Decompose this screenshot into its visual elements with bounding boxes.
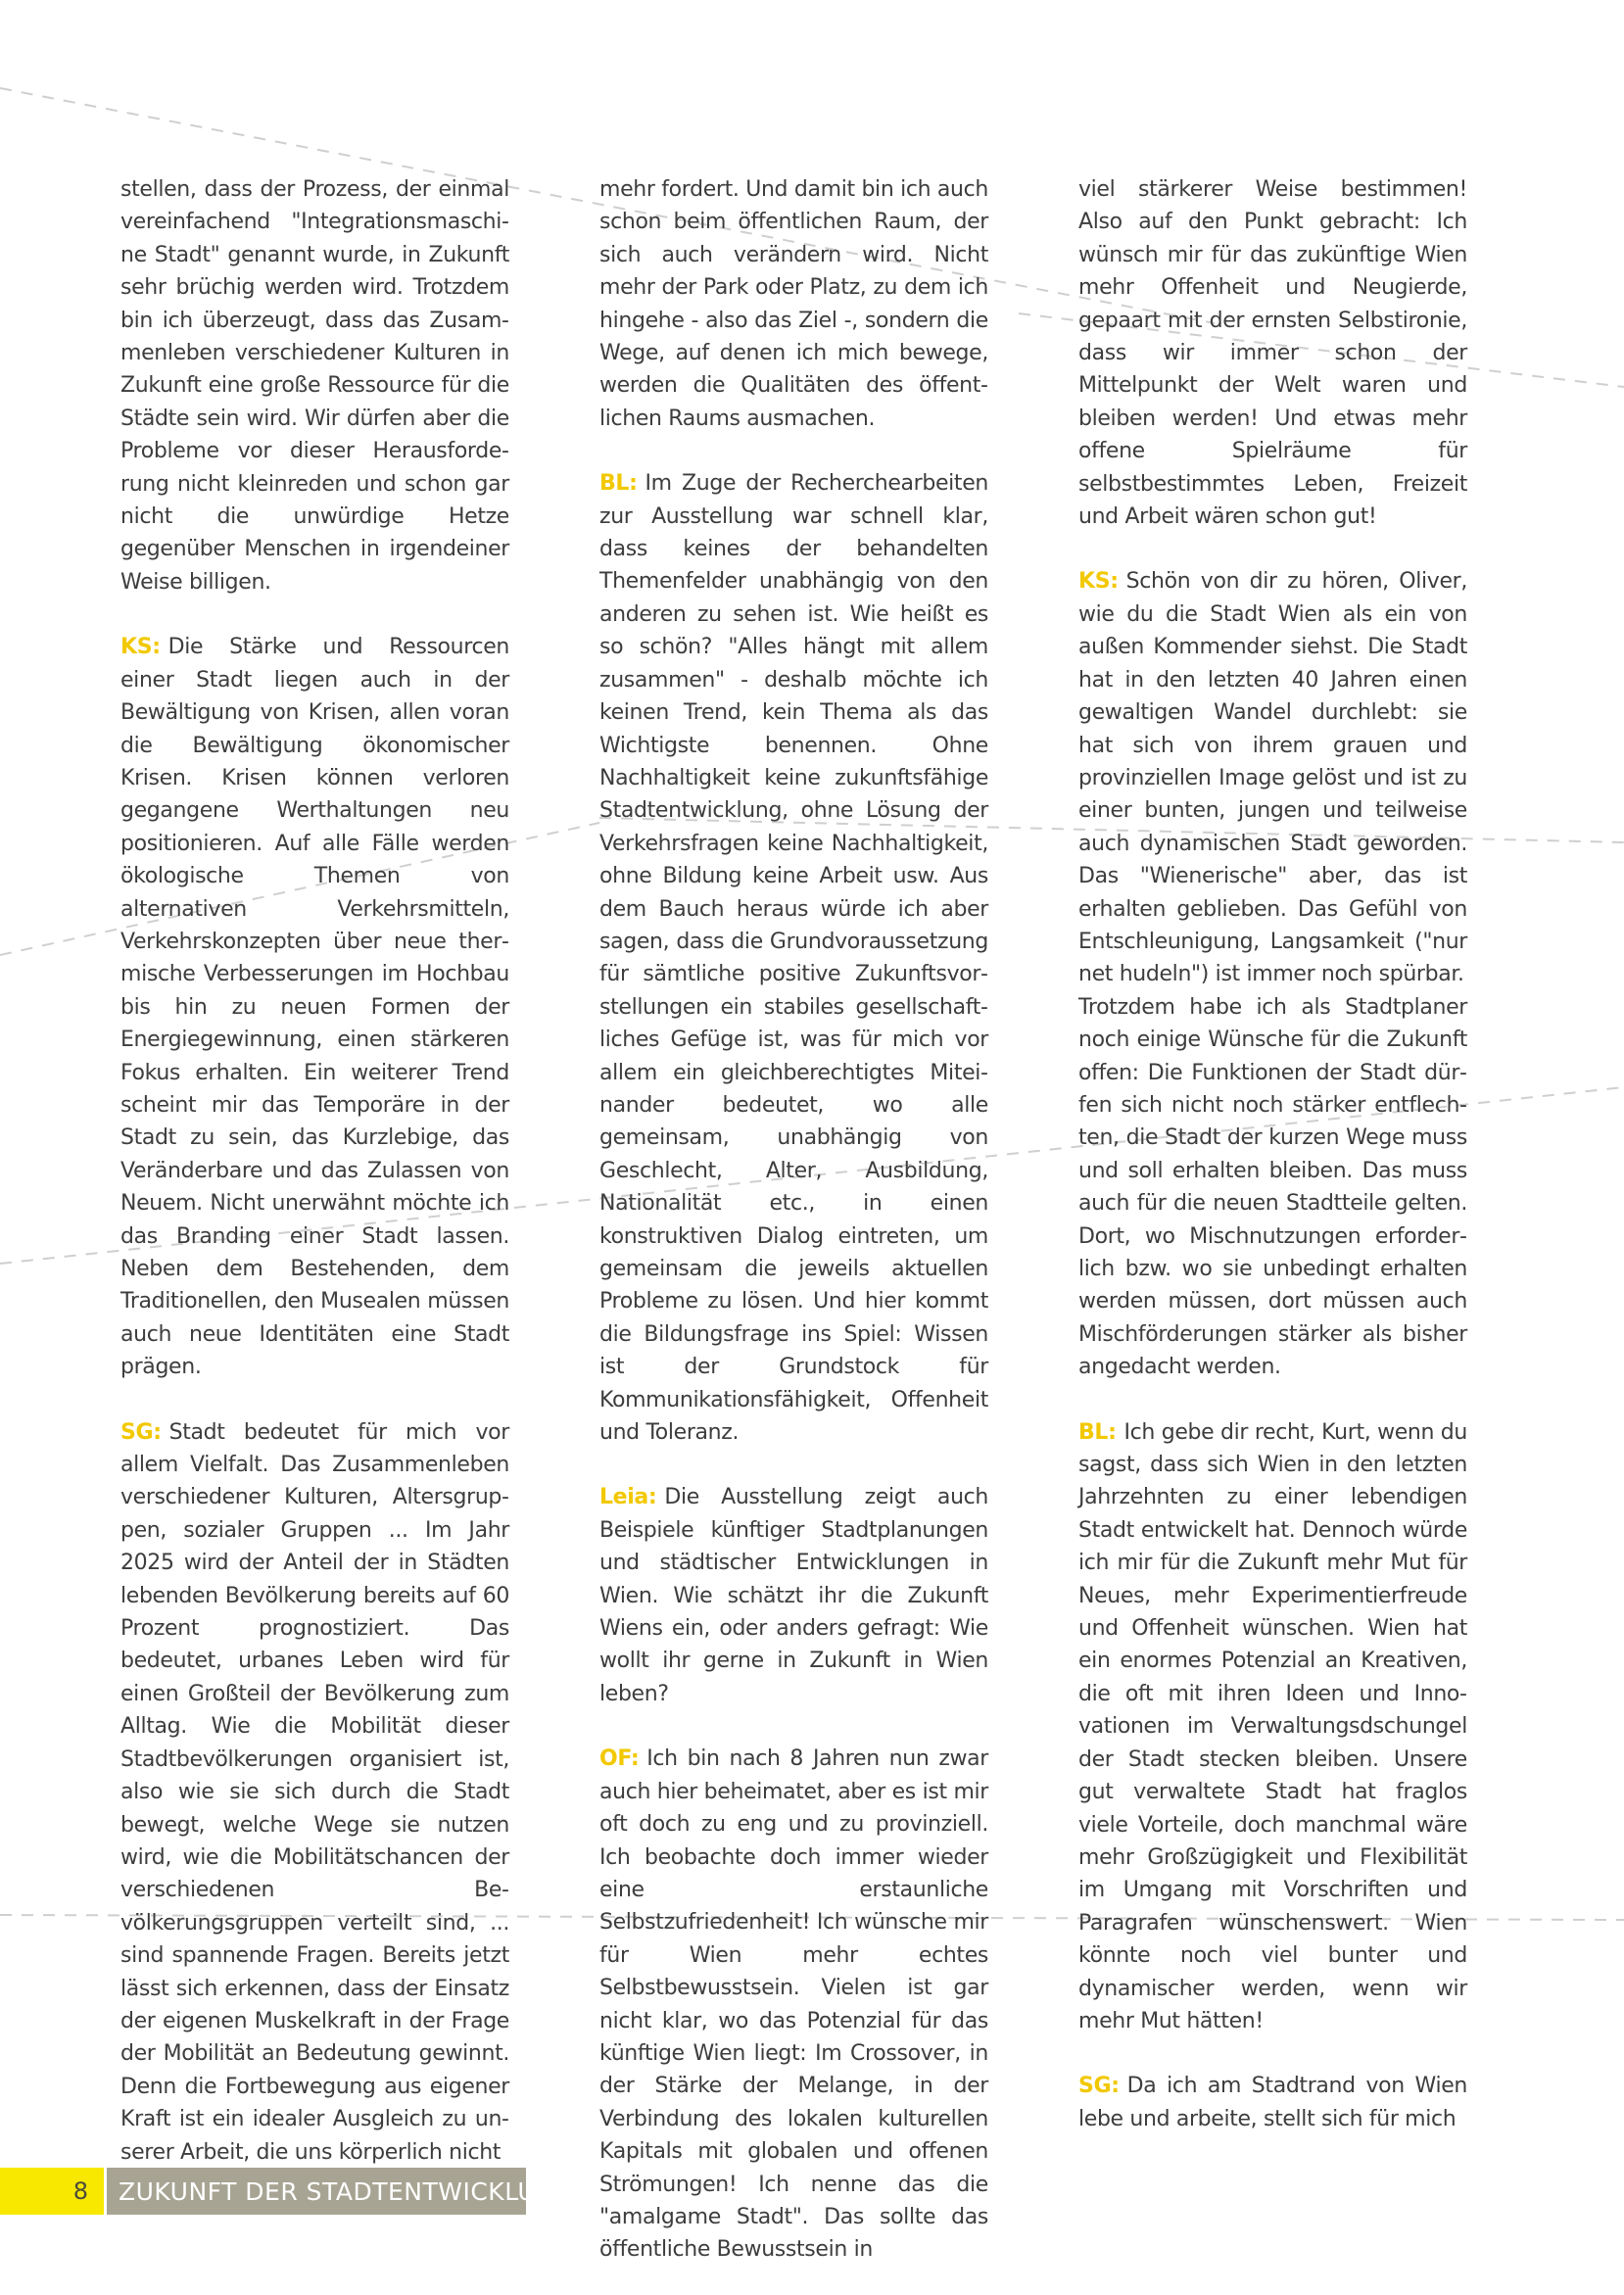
paragraph-text: Die Stärke und Ressourcen einer Stadt liegen auch in der Bewältigung von Krisen, allen voran die Bewältigung ökonomischer Krisen. Krisen können verloren gegangene Werthaltungen neu positionieren. Auf alle Fälle werden ökologische Themen von alternativen Verkehrsmitteln, Verkehrskonzepten über neue thermische Verbesserungen im Hochbau bis hin zu neuen Formen der Energiegewinnung, einen stärkeren Fokus erhalten. Ein weiterer Trend scheint mir das Temporäre in der Stadt zu sein, das Kurzlebige, das Veränderbare und das Zulassen von Neuem. Nicht unerwähnt möchte ich das Branding einer Stadt lassen. Neben dem Bestehenden, dem Traditionellen, den Musealen müssen auch neue Identitäten eine Stadt prägen. xyxy=(120,635,509,1380)
paragraph-text: Die Ausstellung zeigt auch Beispiele künftiger Stadtplanungen und städtischer Entwicklungen in Wien. Wie schätzt ihr die Zukunft Wiens ein, oder anders gefragt: Wie wollt ihr gerne in Zukunft in Wien leben? xyxy=(599,1485,988,1706)
speaker-label: SG: xyxy=(1078,2074,1120,2099)
speaker-label: KS: xyxy=(1078,569,1119,595)
speaker-label: SG: xyxy=(120,1419,162,1445)
paragraph-text: Ich bin nach 8 Jahren nun zwar auch hier beheimatet, aber es ist mir oft doch zu eng und zu provinziell. Ich beobachte doch immer wieder eine erstaunliche Selbstzufriedenheit! Ich wünsche mir für Wien mehr echtes Selbstbewusstsein. Vielen ist gar nicht klar, wo das Potenzial für das künftige Wien liegt: Im Crossover, in der Stärke der Melange, in der Verbindung des lokalen kulturellen Kapitals mit globalen und offenen Strömungen! Ich nenne das die "amalgame Stadt". Das sollte das öffentliche Bewusstsein in xyxy=(599,1746,988,2263)
section-title: ZUKUNFT DER STADTENTWICKLUNG xyxy=(107,2168,526,2215)
paragraph: mehr fordert. Und damit bin ich auch schon beim öffentlichen Raum, der sich auch verändern wird. Nicht mehr der Park oder Platz, zu dem ich hingehe - also das Ziel -, sondern die Wege, auf denen ich mich bewege, werden die Qualitäten des öffentlichen Raums ausmachen. xyxy=(599,177,988,431)
text-column-2 xyxy=(599,173,988,2267)
speaker-label: Leia: xyxy=(599,1485,657,1510)
paragraph xyxy=(599,1481,988,1710)
paragraph-text: Da ich am Stadtrand von Wien lebe und arbeite, stellt sich für mich xyxy=(1078,2074,1467,2131)
paragraph-text: Schön von dir zu hören, Oliver, wie du die Stadt Wien als ein von außen Kommender siehst. Die Stadt hat in den letzten 40 Jahren einen gewaltigen Wandel durchlebt: sie hat sich von ihrem grauen und provinziellen Image gelöst und ist zu einer bunten, jungen und teilweise auch dynamischen Stadt geworden. Das "Wienerische" aber, das ist erhalten geblieben. Das Gefühl von Entschleunigung, Langsamkeit ("nur net hudeln") ist immer noch spürbar. xyxy=(1078,569,1467,987)
paragraph: stellen, dass der Prozess, der einmal vereinfachend "Integrationsmaschine Stadt" genannt wurde, in Zukunft sehr brüchig werden wird. Trotzdem bin ich überzeugt, dass das Zusammenleben verschiedener Kulturen in Zukunft eine große Ressource für die Städte sein wird. Wir dürfen aber die Probleme vor dieser Herausforderung nicht kleinreden und schon gar nicht die unwürdige Hetze gegenüber Menschen in irgendeiner Weise billigen. xyxy=(120,177,509,595)
paragraph-text: Ich gebe dir recht, Kurt, wenn du sagst, dass sich Wien in den letzten Jahrzehnten zu einer lebendigen Stadt entwickelt hat. Dennoch würde ich mir für die Zukunft mehr Mut für Neues, mehr Experimentierfreude und Offenheit wünschen. Wien hat ein enormes Potenzial an Kreativen, die oft mit ihren Ideen und Innovationen im Verwaltungsdschungel der Stadt stecken bleiben. Unsere gut verwaltete Stadt hat fraglos viele Vorteile, doch manchmal wäre mehr Großzügigkeit und Flexibilität im Umgang mit Vorschriften und Paragrafen wünschenswert. Wien könnte noch viel bunter und dynamischer werden, wenn wir mehr Mut hätten! xyxy=(1078,1419,1467,2033)
text-column-3 xyxy=(1078,173,1467,2135)
page-number: 8 xyxy=(0,2168,104,2215)
paragraph: Trotzdem habe ich als Stadtplaner noch einige Wünsche für die Zukunft offen: Die Funktionen der Stadt dürfen sich nicht noch stärker entflechten, die Stadt der kurzen Wege muss und soll erhalten bleiben. Das muss auch für die neuen Stadtteile gelten. Dort, wo Mischnutzungen erforderlich bzw. wo sie unbedingt erhalten werden müssen, dort müssen auch Mischförderungen stärker als bisher angedacht werden. xyxy=(1078,994,1467,1380)
paragraph-text: Im Zuge der Recherchearbeiten zur Ausstellung war schnell klar, dass keines der behandelten Themenfelder unabhängig von den anderen zu sehen ist. Wie heißt es so schön? "Alles hängt mit allem zusammen" - deshalb möchte ich keinen Trend, kein Thema als das Wichtigste benennen. Ohne Nachhaltigkeit keine zukunftsfähige Stadtentwicklung, ohne Lösung der Verkehrsfragen keine Nachhaltigkeit, ohne Bildung keine Arbeit usw. Aus dem Bauch heraus würde ich aber sagen, dass die Grundvoraussetzung für sämtliche positive Zukunftsvorstellungen ein stabiles gesellschaftliches Gefüge ist, was für mich vor allem ein gleichberechtigtes Miteinander bedeutet, wo alle gemeinsam, unabhängig von Geschlecht, Alter, Ausbildung, Nationalität etc., in einen konstruktiven Dialog eintreten, um gemeinsam die jeweils aktuellen Probleme zu lösen. Und hier kommt die Bildungsfrage ins Spiel: Wissen ist der Grundstock für Kommunikationsfähigkeit, Offenheit und Toleranz. xyxy=(599,471,988,1446)
paragraph xyxy=(599,1743,988,2267)
paragraph: viel stärkerer Weise bestimmen! Also auf den Punkt gebracht: Ich wünsch mir für das zukünftige Wien mehr Offenheit und Neugierde, gepaart mit der ernsten Selbstironie, dass wir immer schon der Mittelpunkt der Welt waren und bleiben werden! Und etwas mehr offene Spielräume für selbstbestimmtes Leben, Freizeit und Arbeit wären schon gut! xyxy=(1078,177,1467,530)
speaker-label: OF: xyxy=(599,1746,640,1772)
paragraph xyxy=(120,1416,509,2169)
paragraph xyxy=(1078,565,1467,990)
paragraph xyxy=(599,467,988,1449)
paragraph xyxy=(1078,1416,1467,2038)
paragraph-text: Stadt bedeutet für mich vor allem Vielfalt. Das Zusammenleben verschiedener Kulturen, Altersgruppen, sozialer Gruppen ... Im Jahr 2025 wird der Anteil der in Städten lebenden Bevölkerung bereits auf 60 Prozent prognostiziert. Das bedeutet, urbanes Leben wird für einen Großteil der Bevölkerung zum Alltag. Wie die Mobilität dieser Stadtbevölkerungen organisiert ist, also wie sie sich durch die Stadt bewegt, welche Wege sie nutzen wird, wie die Mobilitätschancen der verschiedenen Bevölkerungsgruppen verteilt sind, ... sind spannende Fragen. Bereits jetzt lässt sich erkennen, dass der Einsatz der eigenen Muskelkraft in der Frage der Mobilität an Bedeutung gewinnt. Denn die Fortbewegung aus eigener Kraft ist ein idealer Ausgleich zu unserer Arbeit, die uns körperlich nicht xyxy=(120,1419,509,2165)
speaker-label: BL: xyxy=(1078,1419,1117,1445)
paragraph xyxy=(1078,2070,1467,2135)
speaker-label: BL: xyxy=(599,471,638,497)
text-column-1 xyxy=(120,173,509,2169)
speaker-label: KS: xyxy=(120,635,161,660)
paragraph xyxy=(120,631,509,1383)
